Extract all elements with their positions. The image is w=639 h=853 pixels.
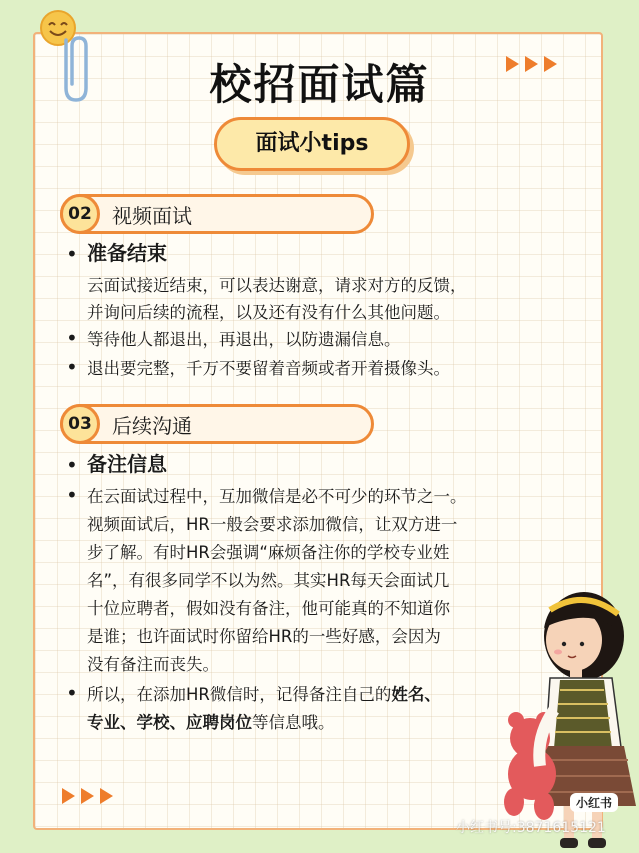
subheading: 准备结束 [87, 241, 167, 265]
text-line: 名”，有很多同学不以为然。其实HR每天会面试几 [87, 571, 450, 590]
text-emphasis: 专业、学校、应聘岗位 [87, 713, 252, 732]
bullet-dot: • [66, 355, 78, 379]
subheading: 备注信息 [87, 452, 167, 476]
bullet-dot: • [66, 483, 78, 507]
subtitle-badge: 面试小tips [214, 117, 410, 171]
arrows-decoration-bottom [62, 788, 113, 804]
bullet-text: 等待他人都退出，再退出，以防遗漏信息。 [87, 330, 401, 349]
text-line: 并询问后续的流程，以及还有没有什么其他问题。 [87, 303, 450, 322]
text-line: 没有备注而丧失。 [87, 655, 219, 674]
text-line: 十位应聘者，假如没有备注，他可能真的不知道你 [87, 599, 450, 618]
bullet-dot: • [66, 242, 78, 266]
text-segment: 所以，在添加HR微信时，记得备注自己的 [87, 685, 392, 704]
text-emphasis: 姓名、 [391, 685, 441, 704]
section-number: 02 [60, 194, 100, 234]
bullet-text: 退出要完整，千万不要留着音频或者开着摄像头。 [87, 359, 450, 378]
section-number: 03 [60, 404, 100, 444]
section-label: 视频面试 [112, 203, 192, 228]
text-line: 在云面试过程中，互加微信是必不可少的环节之一。 [87, 487, 467, 506]
text-line: 视频面试后，HR一般会要求添加微信，让双方进一 [87, 515, 458, 534]
text-line: 步了解。有时HR会强调“麻烦备注你的学校专业姓 [87, 543, 450, 562]
watermark-text: 小红书号:3871615121 [456, 820, 606, 836]
section-header-video [60, 194, 374, 234]
section-header-followup [60, 404, 374, 444]
bullet-dot: • [66, 681, 78, 705]
text-line [87, 681, 441, 708]
text-segment: 等信息哦。 [252, 713, 335, 732]
bullet-dot: • [66, 326, 78, 350]
bullet-dot: • [66, 453, 78, 477]
section-label: 后续沟通 [112, 413, 192, 438]
text-line [87, 709, 335, 736]
text-line: 云面试接近结束，可以表达谢意，请求对方的反馈， [87, 276, 467, 295]
text-line: 是谁；也许面试时你留给HR的一些好感，会因为 [87, 627, 441, 646]
brand-sticker: 小红书 [570, 793, 618, 812]
girl-illustration [500, 570, 639, 853]
arrows-decoration-top [506, 56, 557, 72]
page-title: 校招面试篇 [209, 60, 430, 109]
